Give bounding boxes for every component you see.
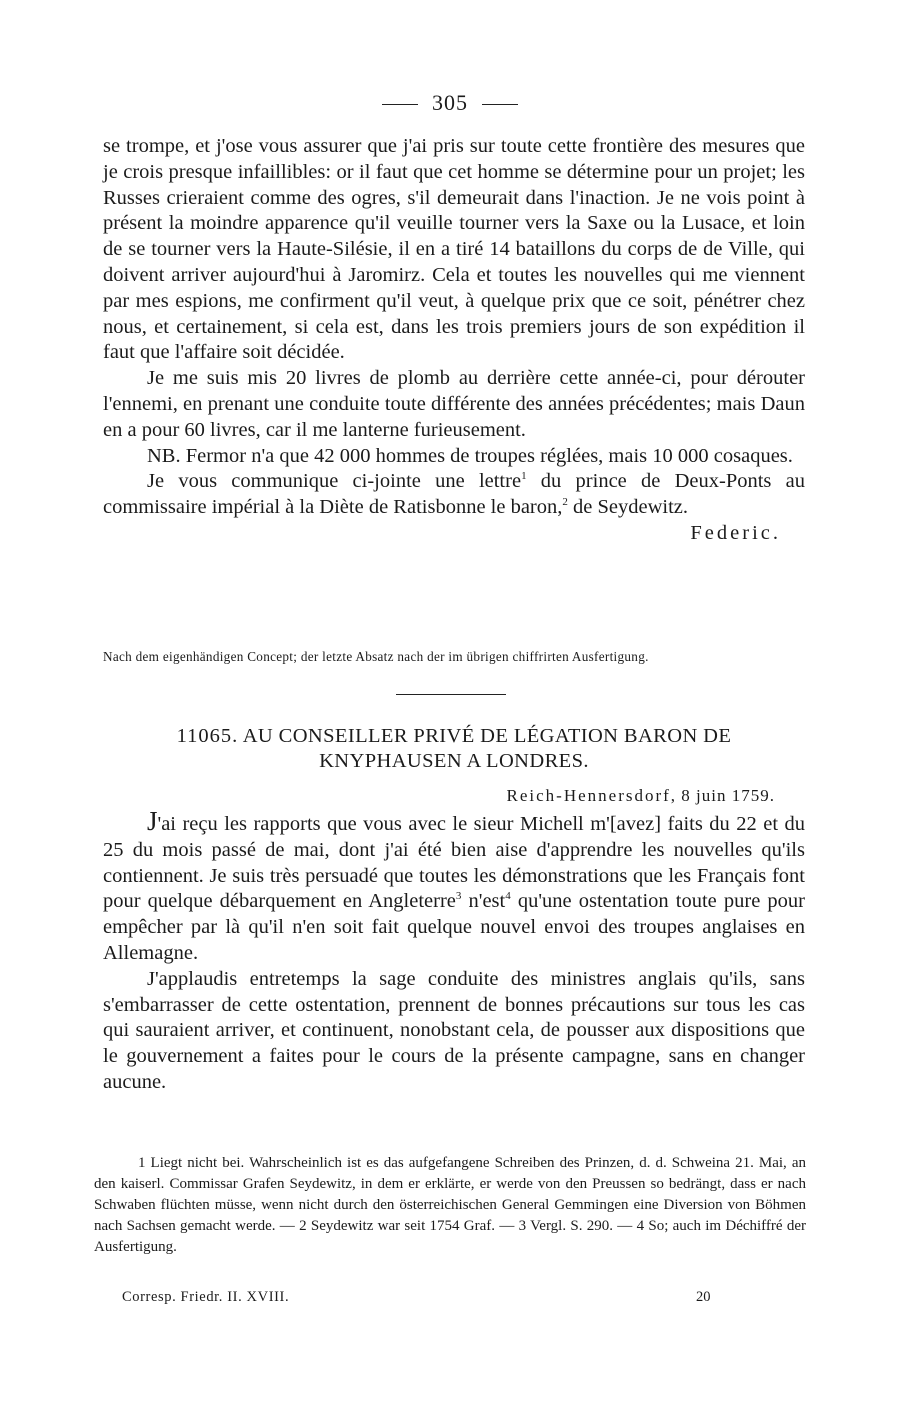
dateline <box>103 786 775 806</box>
footnote-ref-1: 1 <box>521 470 527 483</box>
letter-text-b: n'est <box>461 890 506 913</box>
initial-letter: J <box>147 806 158 836</box>
page-number-dash-left <box>382 104 418 105</box>
letter-continuation <box>103 134 805 547</box>
paragraph-nb: NB. Fermor n'a que 42 000 hommes de troupes réglées, mais 10 000 cosaques. <box>147 444 793 467</box>
letter-title: AU CONSEILLER PRIVÉ DE LÉGATION BARON DE KNYPHAUSEN A LONDRES. <box>242 725 732 772</box>
page-number-value: 305 <box>432 90 468 115</box>
dateline-date: , 8 juin 1759. <box>670 786 775 805</box>
footnotes <box>94 1153 806 1258</box>
footnote-ref-3: 3 <box>455 890 462 903</box>
signature-mark: 20 <box>696 1289 711 1305</box>
letter-text-a: 'ai reçu les rapports que vous avec le sieur Michell m'[avez] faits du 22 et du 25 du mois passé de mai, dont j'ai été bien aise d'apprendre les nouvelles qu'ils contiennent. Je suis très persuadé que toutes les démonstrations que les Français font pour quelque débarquement en Angleterre <box>103 813 805 913</box>
page-number <box>0 90 900 116</box>
page-number-dash-right <box>482 104 518 105</box>
paragraph-2: Je me suis mis 20 livres de plomb au derrière cette année-ci, pour dérouter l'ennemi, en prenant une conduite toute différente des années précédentes; mais Daun en a pour 60 livres, car il me lanterne furieusement. <box>103 367 805 441</box>
section-divider <box>396 694 506 695</box>
paragraph-1: se trompe, et j'ose vous assurer que j'ai pris sur toute cette frontière des mesures que je crois presque infaillibles: or il faut que cet homme se détermine pour un projet; les Russes crieraient comme des ogres, s'il demeurait dans l'inaction. Je ne vois point à présent la moindre apparence qu'il veuille tourner vers la Saxe ou la Lusace, et loin de se tourner vers la Haute-Silésie, il en a tiré 14 bataillons du corps de de Ville, qui doivent arriver aujourd'hui à Jaromirz. Cela et toutes les nouvelles qui me viennent par mes espions, me confirment qu'il veut, à quelque prix que ce soit, pénétrer chez nous, et certainement, si cela est, dans les trois premiers jours de son expédition il faut que l'affaire soit décidée. <box>103 135 805 364</box>
letter-paragraph-1 <box>103 806 806 967</box>
letter-paragraph-2: J'applaudis entretemps la sage conduite des ministres anglais qu'ils, sans s'embarrasser de cette ostentation, prennent de bonnes précautions sur tous les cas qui sauraient arriver, et continuent, nonobstant cela, de pousser aux dispositions que le gouvernement a faites pour le cours de la présente campagne, sans en changer aucune. <box>103 967 805 1093</box>
footnote-text: 1 Liegt nicht bei. Wahrscheinlich ist es das aufgefangene Schreiben des Prinzen, d. d. Schweina 21. Mai, an den kaiserl. Commissar Grafen Seydewitz, in dem er erklärte, er werde von den Preussen so bedrängt, dass er nach Schwaben flüchten müsse, wenn nicht durch den österreichischen General Gemmingen eine Diversion von Böhmen nach Sachsen gemacht werde. — 2 Seydewitz war seit 1754 Graf. — 3 Vergl. S. 290. — 4 So; auch im Déchiffré der Ausfertigung. <box>94 1155 806 1255</box>
dateline-place: Reich-Hennersdorf <box>506 786 671 805</box>
letter-text-c: qu'une ostentation toute pure pour empêcher par là qu'il n'en soit fait quelque nouvel envoi des troupes anglaises en Allemagne. <box>103 890 806 964</box>
enclosure-text-c: de Seydewitz. <box>567 496 689 519</box>
signature: Federic. <box>690 521 781 544</box>
letter-body <box>103 806 806 1096</box>
letter-number: 11065. <box>176 725 239 747</box>
source-note: Nach dem eigenhändigen Concept; der letzte Absatz nach der im übrigen chiffrirten Ausfertigung. <box>103 649 649 664</box>
footnote-ref-4: 4 <box>505 890 511 903</box>
enclosure-text-b: du prince de Deux-Ponts au commissaire impérial à la Diète de Ratisbonne le baron, <box>103 470 805 519</box>
footnote-ref-2: 2 <box>562 496 568 509</box>
paragraph-enclosure <box>103 469 805 521</box>
enclosure-text-a: Je vous communique ci-jointe une lettre <box>147 470 522 493</box>
series-line: Corresp. Friedr. II. XVIII. <box>122 1289 290 1305</box>
letter-heading <box>103 724 805 774</box>
